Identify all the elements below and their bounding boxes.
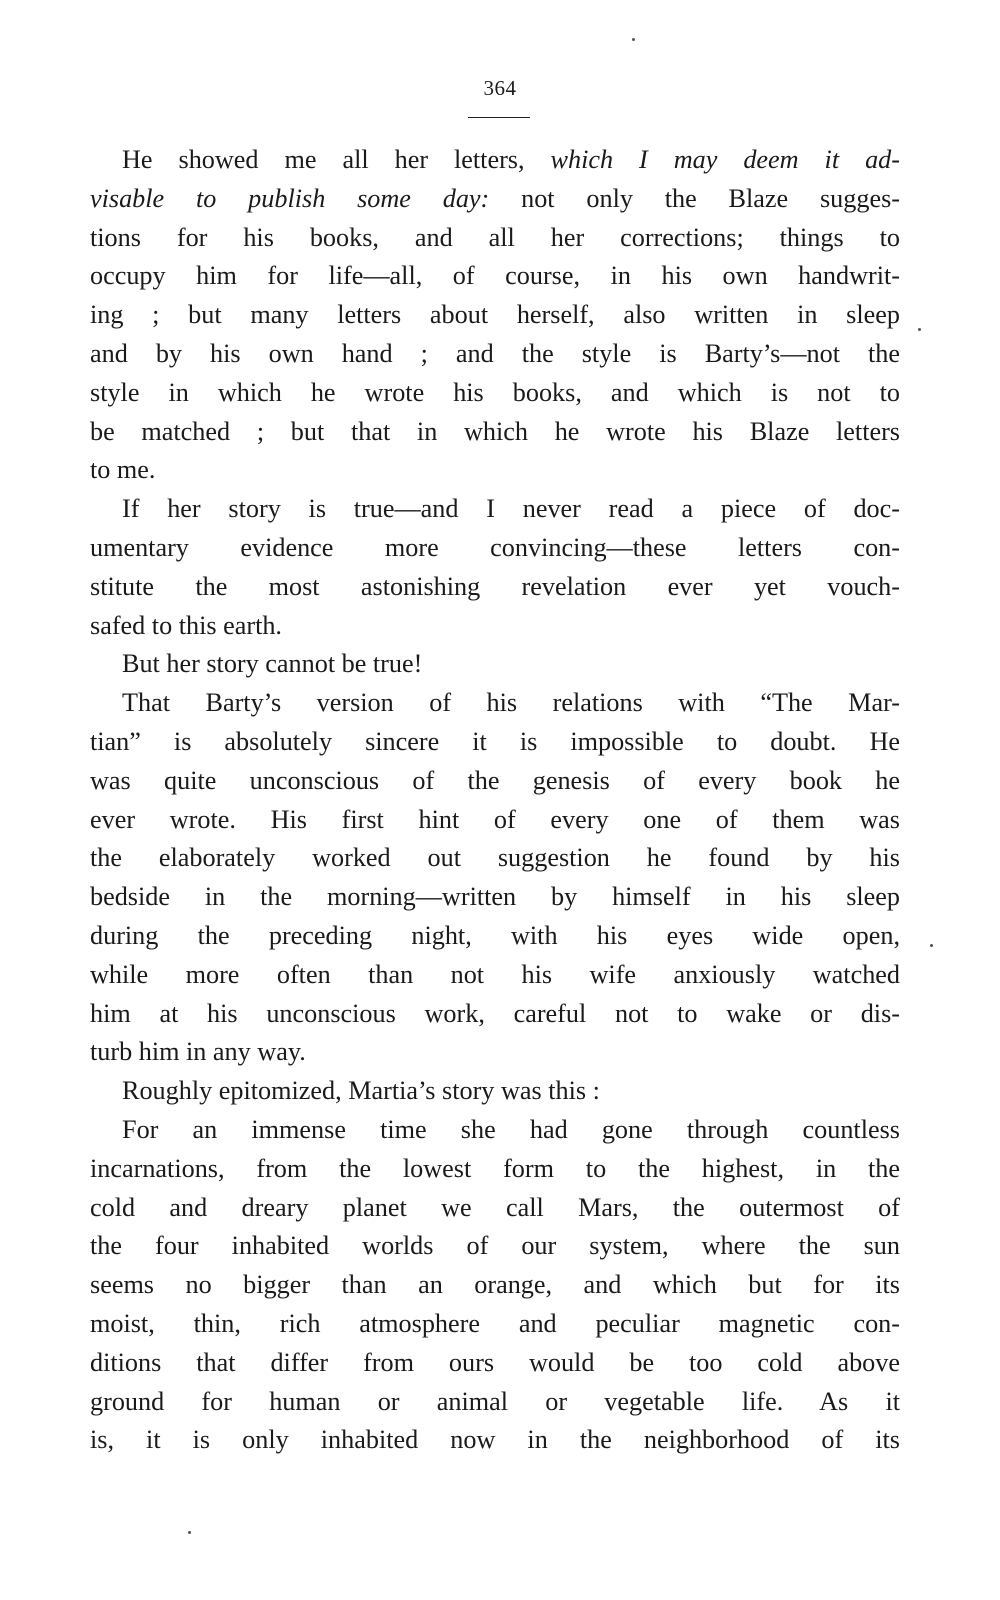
line-text: umentary evidence more convincing—these letters con- xyxy=(90,532,900,562)
line-text: and by his own hand ; and the style is Barty’s—not the xyxy=(90,338,900,368)
line-text: him at his unconscious work, careful not to wake or dis- xyxy=(90,998,900,1028)
text-line xyxy=(90,374,900,413)
text-line xyxy=(90,451,900,490)
line-text: seems no bigger than an orange, and which but for its xyxy=(90,1270,900,1300)
line-text: tions for his books, and all her corrections; things to xyxy=(90,222,900,252)
line-text: incarnations, from the lowest form to the highest, in the xyxy=(90,1153,900,1183)
italic-text: visable to publish some day: xyxy=(90,183,490,213)
line-text: be matched ; but that in which he wrote his Blaze letters xyxy=(90,416,900,446)
text-line xyxy=(90,1344,900,1383)
line-text: tian” is absolutely sincere it is impossible to doubt. He xyxy=(90,726,900,756)
line-text: ground for human or animal or vegetable life. As it xyxy=(90,1386,900,1416)
print-speck xyxy=(918,328,921,331)
line-text: Roughly epitomized, Martia’s story was this : xyxy=(122,1076,600,1106)
line-text: the elaborately worked out suggestion he found by his xyxy=(90,843,900,873)
text-line xyxy=(90,839,900,878)
line-text: If her story is true—and I never read a piece of doc- xyxy=(122,494,900,524)
text-line xyxy=(90,1072,900,1111)
print-speck xyxy=(632,38,635,41)
line-text: safed to this earth. xyxy=(90,610,282,640)
line-text: moist, thin, rich atmosphere and peculiar magnetic con- xyxy=(90,1308,900,1338)
text-line xyxy=(90,878,900,917)
print-speck xyxy=(188,1531,191,1534)
text-line xyxy=(90,1421,900,1460)
line-text: was quite unconscious of the genesis of every book he xyxy=(90,765,900,795)
text-line xyxy=(90,801,900,840)
text-line xyxy=(90,723,900,762)
line-text: He showed me all her letters, xyxy=(122,145,551,174)
text-line xyxy=(90,335,900,374)
line-text: while more often than not his wife anxiously watched xyxy=(90,959,900,989)
line-text: style in which he wrote his books, and which is not to xyxy=(90,377,900,407)
line-text: ditions that differ from ours would be too cold above xyxy=(90,1347,900,1377)
text-line xyxy=(90,917,900,956)
line-text: But her story cannot be true! xyxy=(122,649,423,679)
text-line xyxy=(90,1383,900,1422)
line-text: to me. xyxy=(90,455,156,485)
text-line xyxy=(90,413,900,452)
line-text: is, it is only inhabited now in the neighborhood of its xyxy=(90,1425,900,1455)
text-line xyxy=(90,684,900,723)
line-text: occupy him for life—all, of course, in his own handwrit- xyxy=(90,261,900,291)
text-line xyxy=(90,1150,900,1189)
text-line xyxy=(90,1266,900,1305)
line-text: turb him in any way. xyxy=(90,1037,306,1067)
text-line xyxy=(90,1305,900,1344)
line-text: cold and dreary planet we call Mars, the outermost of xyxy=(90,1192,900,1222)
text-line xyxy=(90,607,900,646)
line-text: during the preceding night, with his eyes wide open, xyxy=(90,920,900,950)
italic-text: which I may deem it ad- xyxy=(550,145,900,174)
text-line xyxy=(90,490,900,529)
text-line xyxy=(90,568,900,607)
text-line xyxy=(90,1033,900,1072)
text-line xyxy=(90,296,900,335)
line-text: That Barty’s version of his relations with “The Mar- xyxy=(122,688,900,718)
line-text: bedside in the morning—written by himself in his sleep xyxy=(90,882,900,912)
line-text: not only the Blaze sugges- xyxy=(489,183,900,213)
text-line xyxy=(90,995,900,1034)
text-line xyxy=(90,529,900,568)
line-text: stitute the most astonishing revelation ever yet vouch- xyxy=(90,571,900,601)
text-line xyxy=(90,1111,900,1150)
line-text: For an immense time she had gone through countless xyxy=(122,1114,900,1144)
text-line xyxy=(90,645,900,684)
text-line xyxy=(90,762,900,801)
text-line xyxy=(90,956,900,995)
header-rule xyxy=(468,117,530,118)
print-speck xyxy=(930,944,933,947)
line-text: ever wrote. His first hint of every one of them was xyxy=(90,804,900,834)
text-line xyxy=(90,257,900,296)
line-text: the four inhabited worlds of our system, where the sun xyxy=(90,1231,900,1261)
text-line xyxy=(90,1189,900,1228)
line-text: ing ; but many letters about herself, also written in sleep xyxy=(90,300,900,330)
page-body-text xyxy=(90,141,900,1460)
text-line xyxy=(90,180,900,219)
text-line xyxy=(90,1227,900,1266)
page-number: 364 xyxy=(483,76,517,100)
text-line xyxy=(90,141,900,180)
text-line xyxy=(90,219,900,258)
